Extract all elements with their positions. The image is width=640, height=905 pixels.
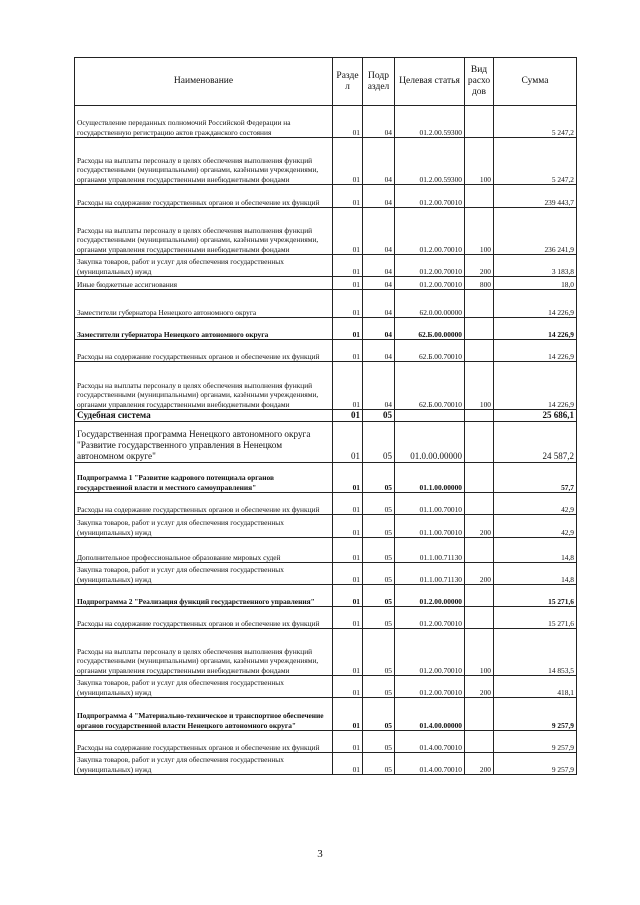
cell-subsection: 05	[363, 629, 395, 676]
cell-name: Расходы на выплаты персоналу в целях обеспечения выполнения функций государственными (муниципальными) органами, казёнными учреждениями, органами управления государственными внебюджетными фондами	[75, 138, 333, 185]
cell-sum: 15 271,6	[494, 585, 577, 607]
cell-name: Подпрограмма 2 "Реализация функций государственного управления"	[75, 585, 333, 607]
cell-name: Расходы на содержание государственных органов и обеспечение их функций	[75, 493, 333, 515]
cell-expense-type: 200	[465, 676, 494, 698]
cell-section: 01	[333, 463, 363, 493]
cell-target-article: 01.2.00.70010	[395, 277, 465, 290]
table-row	[75, 277, 577, 290]
cell-name: Осуществление переданных полномочий Российской Федерации на государственную регистрацию актов гражданского состояния	[75, 106, 333, 138]
cell-target-article: 01.2.00.00000	[395, 585, 465, 607]
table-row	[75, 585, 577, 607]
cell-sum: 42,9	[494, 493, 577, 515]
cell-expense-type: 100	[465, 208, 494, 255]
cell-expense-type	[465, 106, 494, 138]
table-body	[75, 106, 577, 775]
table-row	[75, 515, 577, 538]
cell-section: 01	[333, 676, 363, 698]
cell-section: 01	[333, 629, 363, 676]
cell-subsection: 04	[363, 290, 395, 318]
cell-section: 01	[333, 563, 363, 585]
cell-sum: 9 257,9	[494, 698, 577, 731]
cell-expense-type: 200	[465, 753, 494, 775]
cell-target-article: 01.1.00.71130	[395, 538, 465, 563]
cell-section: 01	[333, 493, 363, 515]
cell-target-article: 01.4.00.70010	[395, 731, 465, 753]
cell-subsection: 05	[363, 538, 395, 563]
cell-section: 01	[333, 753, 363, 775]
table-row	[75, 422, 577, 463]
cell-subsection: 04	[363, 185, 395, 208]
cell-sum: 236 241,9	[494, 208, 577, 255]
cell-subsection: 05	[363, 607, 395, 629]
cell-subsection: 05	[363, 410, 395, 422]
cell-target-article: 01.1.00.71130	[395, 563, 465, 585]
cell-section: 01	[333, 362, 363, 410]
header-target-article: Целевая статья	[395, 58, 465, 106]
cell-expense-type	[465, 340, 494, 362]
cell-name: Расходы на содержание государственных органов и обеспечение их функций	[75, 607, 333, 629]
table-row	[75, 410, 577, 422]
table-row	[75, 463, 577, 493]
header-sum: Сумма	[494, 58, 577, 106]
cell-expense-type	[465, 607, 494, 629]
table-row	[75, 185, 577, 208]
cell-sum: 14 226,9	[494, 318, 577, 340]
cell-section: 01	[333, 318, 363, 340]
table-row	[75, 208, 577, 255]
cell-expense-type: 100	[465, 362, 494, 410]
cell-target-article: 01.2.00.59300	[395, 138, 465, 185]
cell-sum: 5 247,2	[494, 106, 577, 138]
cell-name: Расходы на содержание государственных органов и обеспечение их функций	[75, 185, 333, 208]
table-row	[75, 493, 577, 515]
cell-name: Подпрограмма 4 "Материально-техническое и транспортное обеспечение органов государственной власти Ненецкого автономного округа"	[75, 698, 333, 731]
cell-subsection: 04	[363, 208, 395, 255]
cell-target-article	[395, 410, 465, 422]
header-name: Наименование	[75, 58, 333, 106]
cell-name: Заместители губернатора Ненецкого автономного округа	[75, 318, 333, 340]
cell-target-article: 01.2.00.70010	[395, 676, 465, 698]
cell-subsection: 05	[363, 753, 395, 775]
cell-sum: 14,8	[494, 563, 577, 585]
cell-name: Заместители губернатора Ненецкого автономного округа	[75, 290, 333, 318]
cell-sum: 14 226,9	[494, 290, 577, 318]
cell-section: 01	[333, 340, 363, 362]
cell-section: 01	[333, 106, 363, 138]
cell-section: 01	[333, 731, 363, 753]
cell-sum: 14 226,9	[494, 340, 577, 362]
cell-section: 01	[333, 208, 363, 255]
cell-subsection: 05	[363, 463, 395, 493]
table-row	[75, 255, 577, 277]
table-row	[75, 290, 577, 318]
cell-name: Расходы на выплаты персоналу в целях обеспечения выполнения функций государственными (муниципальными) органами, казёнными учреждениями, органами управления государственными внебюджетными фондами	[75, 629, 333, 676]
cell-subsection: 04	[363, 277, 395, 290]
cell-target-article: 01.4.00.70010	[395, 753, 465, 775]
cell-target-article: 62.Б.00.70010	[395, 362, 465, 410]
cell-section: 01	[333, 290, 363, 318]
table-row	[75, 362, 577, 410]
table-row	[75, 731, 577, 753]
cell-subsection: 05	[363, 731, 395, 753]
cell-section: 01	[333, 538, 363, 563]
table-row	[75, 106, 577, 138]
cell-target-article: 62.Б.00.70010	[395, 340, 465, 362]
cell-expense-type	[465, 410, 494, 422]
cell-sum: 14,8	[494, 538, 577, 563]
cell-expense-type: 800	[465, 277, 494, 290]
cell-name: Закупка товаров, работ и услуг для обеспечения государственных (муниципальных) нужд	[75, 255, 333, 277]
header-expense-type: Вид расхо дов	[465, 58, 494, 106]
cell-sum: 42,9	[494, 515, 577, 538]
cell-target-article: 01.4.00.00000	[395, 698, 465, 731]
cell-name: Судебная система	[75, 410, 333, 422]
cell-name: Иные бюджетные ассигнования	[75, 277, 333, 290]
cell-section: 01	[333, 585, 363, 607]
cell-expense-type: 200	[465, 255, 494, 277]
cell-subsection: 05	[363, 585, 395, 607]
cell-target-article: 01.2.00.70010	[395, 185, 465, 208]
page-number: 3	[317, 848, 323, 860]
cell-target-article: 01.0.00.00000	[395, 422, 465, 463]
cell-subsection: 05	[363, 515, 395, 538]
cell-target-article: 01.2.00.59300	[395, 106, 465, 138]
table-row	[75, 607, 577, 629]
cell-subsection: 04	[363, 106, 395, 138]
cell-target-article: 01.2.00.70010	[395, 607, 465, 629]
cell-expense-type: 200	[465, 515, 494, 538]
cell-sum: 18,0	[494, 277, 577, 290]
table-row	[75, 753, 577, 775]
cell-expense-type: 100	[465, 138, 494, 185]
table-header-row	[75, 58, 577, 106]
cell-expense-type	[465, 185, 494, 208]
cell-target-article: 01.2.00.70010	[395, 208, 465, 255]
cell-section: 01	[333, 255, 363, 277]
cell-name: Дополнительное профессиональное образование мировых судей	[75, 538, 333, 563]
cell-expense-type	[465, 463, 494, 493]
cell-expense-type	[465, 731, 494, 753]
cell-sum: 14 853,5	[494, 629, 577, 676]
table-row	[75, 629, 577, 676]
cell-section: 01	[333, 138, 363, 185]
cell-subsection: 05	[363, 422, 395, 463]
cell-sum: 9 257,9	[494, 731, 577, 753]
cell-section: 01	[333, 698, 363, 731]
cell-section: 01	[333, 185, 363, 208]
cell-subsection: 05	[363, 493, 395, 515]
cell-sum: 25 686,1	[494, 410, 577, 422]
cell-expense-type	[465, 318, 494, 340]
cell-expense-type	[465, 538, 494, 563]
cell-section: 01	[333, 515, 363, 538]
table-row	[75, 138, 577, 185]
cell-name: Закупка товаров, работ и услуг для обеспечения государственных (муниципальных) нужд	[75, 676, 333, 698]
cell-sum: 24 587,2	[494, 422, 577, 463]
table-row	[75, 340, 577, 362]
cell-sum: 418,1	[494, 676, 577, 698]
cell-expense-type	[465, 698, 494, 731]
cell-expense-type: 100	[465, 629, 494, 676]
cell-subsection: 04	[363, 340, 395, 362]
cell-sum: 57,7	[494, 463, 577, 493]
cell-sum: 239 443,7	[494, 185, 577, 208]
cell-subsection: 05	[363, 698, 395, 731]
cell-target-article: 01.1.00.00000	[395, 463, 465, 493]
cell-target-article: 01.1.00.70010	[395, 515, 465, 538]
header-subsection: Подр аздел	[363, 58, 395, 106]
header-section: Разде л	[333, 58, 363, 106]
cell-name: Расходы на выплаты персоналу в целях обеспечения выполнения функций государственными (муниципальными) органами, казёнными учреждениями, органами управления государственными внебюджетными фондами	[75, 362, 333, 410]
cell-name: Расходы на выплаты персоналу в целях обеспечения выполнения функций государственными (муниципальными) органами, казёнными учреждениями, органами управления государственными внебюджетными фондами	[75, 208, 333, 255]
cell-section: 01	[333, 410, 363, 422]
cell-sum: 9 257,9	[494, 753, 577, 775]
cell-name: Расходы на содержание государственных органов и обеспечение их функций	[75, 340, 333, 362]
cell-expense-type: 200	[465, 563, 494, 585]
cell-subsection: 04	[363, 138, 395, 185]
cell-sum: 15 271,6	[494, 607, 577, 629]
cell-target-article: 62.0.00.00000	[395, 290, 465, 318]
cell-sum: 14 226,9	[494, 362, 577, 410]
table-row	[75, 538, 577, 563]
cell-name: Закупка товаров, работ и услуг для обеспечения государственных (муниципальных) нужд	[75, 563, 333, 585]
cell-sum: 5 247,2	[494, 138, 577, 185]
cell-name: Расходы на содержание государственных органов и обеспечение их функций	[75, 731, 333, 753]
cell-subsection: 04	[363, 255, 395, 277]
cell-name: Закупка товаров, работ и услуг для обеспечения государственных (муниципальных) нужд	[75, 753, 333, 775]
table-row	[75, 318, 577, 340]
cell-subsection: 04	[363, 318, 395, 340]
cell-subsection: 05	[363, 676, 395, 698]
cell-target-article: 01.2.00.70010	[395, 629, 465, 676]
cell-expense-type	[465, 585, 494, 607]
cell-target-article: 01.1.00.70010	[395, 493, 465, 515]
cell-name: Закупка товаров, работ и услуг для обеспечения государственных (муниципальных) нужд	[75, 515, 333, 538]
cell-subsection: 05	[363, 563, 395, 585]
cell-name: Подпрограмма 1 "Развитие кадрового потенциала органов государственной власти и местного самоуправления"	[75, 463, 333, 493]
budget-table	[74, 57, 577, 775]
cell-section: 01	[333, 422, 363, 463]
cell-subsection: 04	[363, 362, 395, 410]
table-row	[75, 676, 577, 698]
cell-section: 01	[333, 277, 363, 290]
cell-expense-type	[465, 290, 494, 318]
cell-target-article: 62.Б.00.00000	[395, 318, 465, 340]
cell-section: 01	[333, 607, 363, 629]
cell-target-article: 01.2.00.70010	[395, 255, 465, 277]
table-row	[75, 698, 577, 731]
cell-expense-type	[465, 493, 494, 515]
cell-sum: 3 183,8	[494, 255, 577, 277]
cell-name: Государственная программа Ненецкого автономного округа "Развитие государственного управления в Ненецком автономном округе"	[75, 422, 333, 463]
cell-expense-type	[465, 422, 494, 463]
table-row	[75, 563, 577, 585]
